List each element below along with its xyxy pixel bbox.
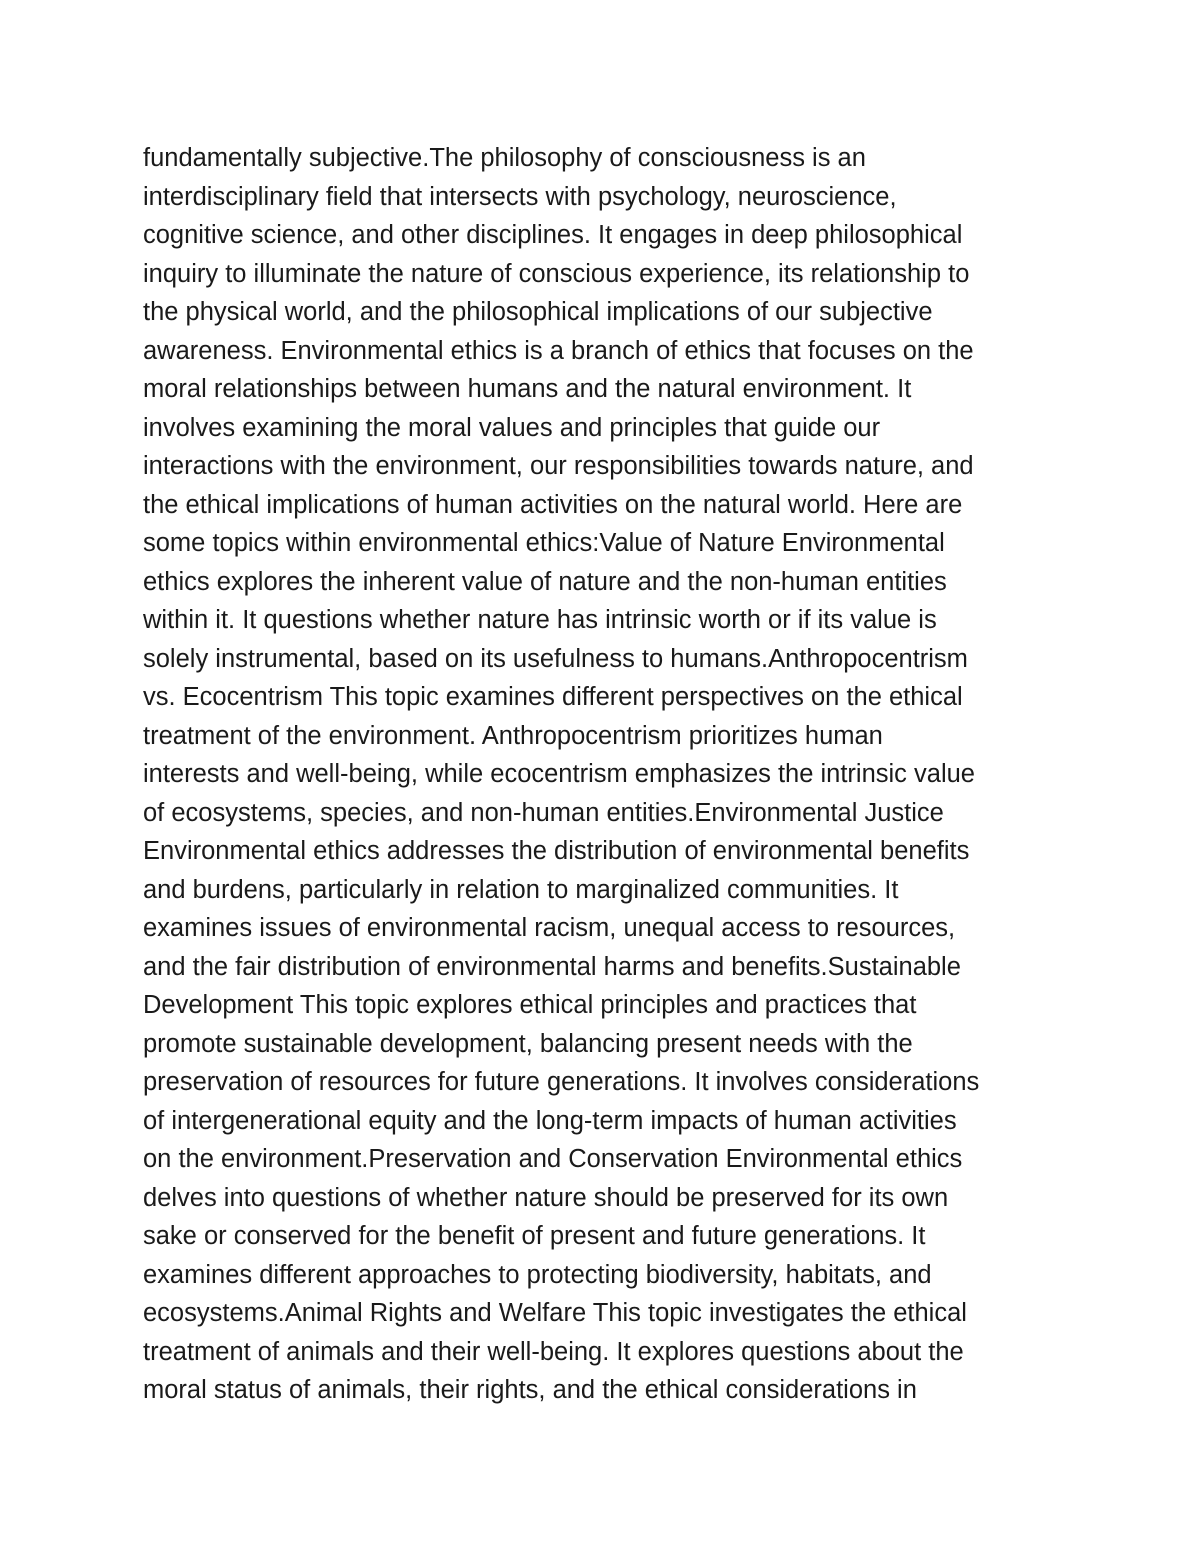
text-line: and the fair distribution of environmental harms and benefits.Sustainable <box>143 952 961 981</box>
text-line: preservation of resources for future generations. It involves considerations <box>143 1068 980 1096</box>
text-line: treatment of animals and their well-being. It explores questions about the <box>143 1337 964 1366</box>
text-line: fundamentally subjective.The philosophy of consciousness is an <box>143 144 866 172</box>
body-text <box>143 139 1103 1410</box>
text-line: awareness. Environmental ethics is a branch of ethics that focuses on the <box>143 336 974 365</box>
text-line: involves examining the moral values and principles that guide our <box>143 413 881 442</box>
text-line: and burdens, particularly in relation to marginalized communities. It <box>143 875 899 904</box>
text-line: promote sustainable development, balancing present needs with the <box>143 1029 913 1058</box>
text-line: interests and well-being, while ecocentrism emphasizes the intrinsic value <box>143 760 975 788</box>
text-line: solely instrumental, based on its usefulness to humans.Anthropocentrism <box>143 644 968 673</box>
text-line: vs. Ecocentrism This topic examines different perspectives on the ethical <box>143 683 963 711</box>
text-line: on the environment.Preservation and Conservation Environmental ethics <box>143 1145 963 1173</box>
text-line: of ecosystems, species, and non-human entities.Environmental Justice <box>143 798 944 827</box>
text-line: inquiry to illuminate the nature of conscious experience, its relationship to <box>143 259 970 288</box>
text-line: examines different approaches to protecting biodiversity, habitats, and <box>143 1260 932 1289</box>
text-line: sake or conserved for the benefit of present and future generations. It <box>143 1222 926 1250</box>
text-line: Environmental ethics addresses the distribution of environmental benefits <box>143 837 970 865</box>
text-line: of intergenerational equity and the long-term impacts of human activities <box>143 1106 957 1135</box>
text-line: the physical world, and the philosophical implications of our subjective <box>143 298 933 326</box>
text-line: some topics within environmental ethics:Value of Nature Environmental <box>143 529 945 557</box>
text-line: the ethical implications of human activities on the natural world. Here are <box>143 490 963 519</box>
text-line: Development This topic explores ethical principles and practices that <box>143 991 917 1019</box>
text-line: delves into questions of whether nature should be preserved for its own <box>143 1183 949 1212</box>
text-line: interactions with the environment, our responsibilities towards nature, and <box>143 452 974 480</box>
text-line: within it. It questions whether nature has intrinsic worth or if its value is <box>143 606 937 634</box>
text-line: ethics explores the inherent value of nature and the non-human entities <box>143 567 947 596</box>
text-line: examines issues of environmental racism, unequal access to resources, <box>143 914 956 942</box>
text-line: interdisciplinary field that intersects with psychology, neuroscience, <box>143 182 897 211</box>
text-line: moral relationships between humans and the natural environment. It <box>143 375 912 403</box>
text-line: ecosystems.Animal Rights and Welfare This topic investigates the ethical <box>143 1299 967 1327</box>
text-line: moral status of animals, their rights, and the ethical considerations in <box>143 1376 917 1404</box>
text-line: treatment of the environment. Anthropocentrism prioritizes human <box>143 721 883 750</box>
text-line: cognitive science, and other disciplines. It engages in deep philosophical <box>143 221 963 249</box>
